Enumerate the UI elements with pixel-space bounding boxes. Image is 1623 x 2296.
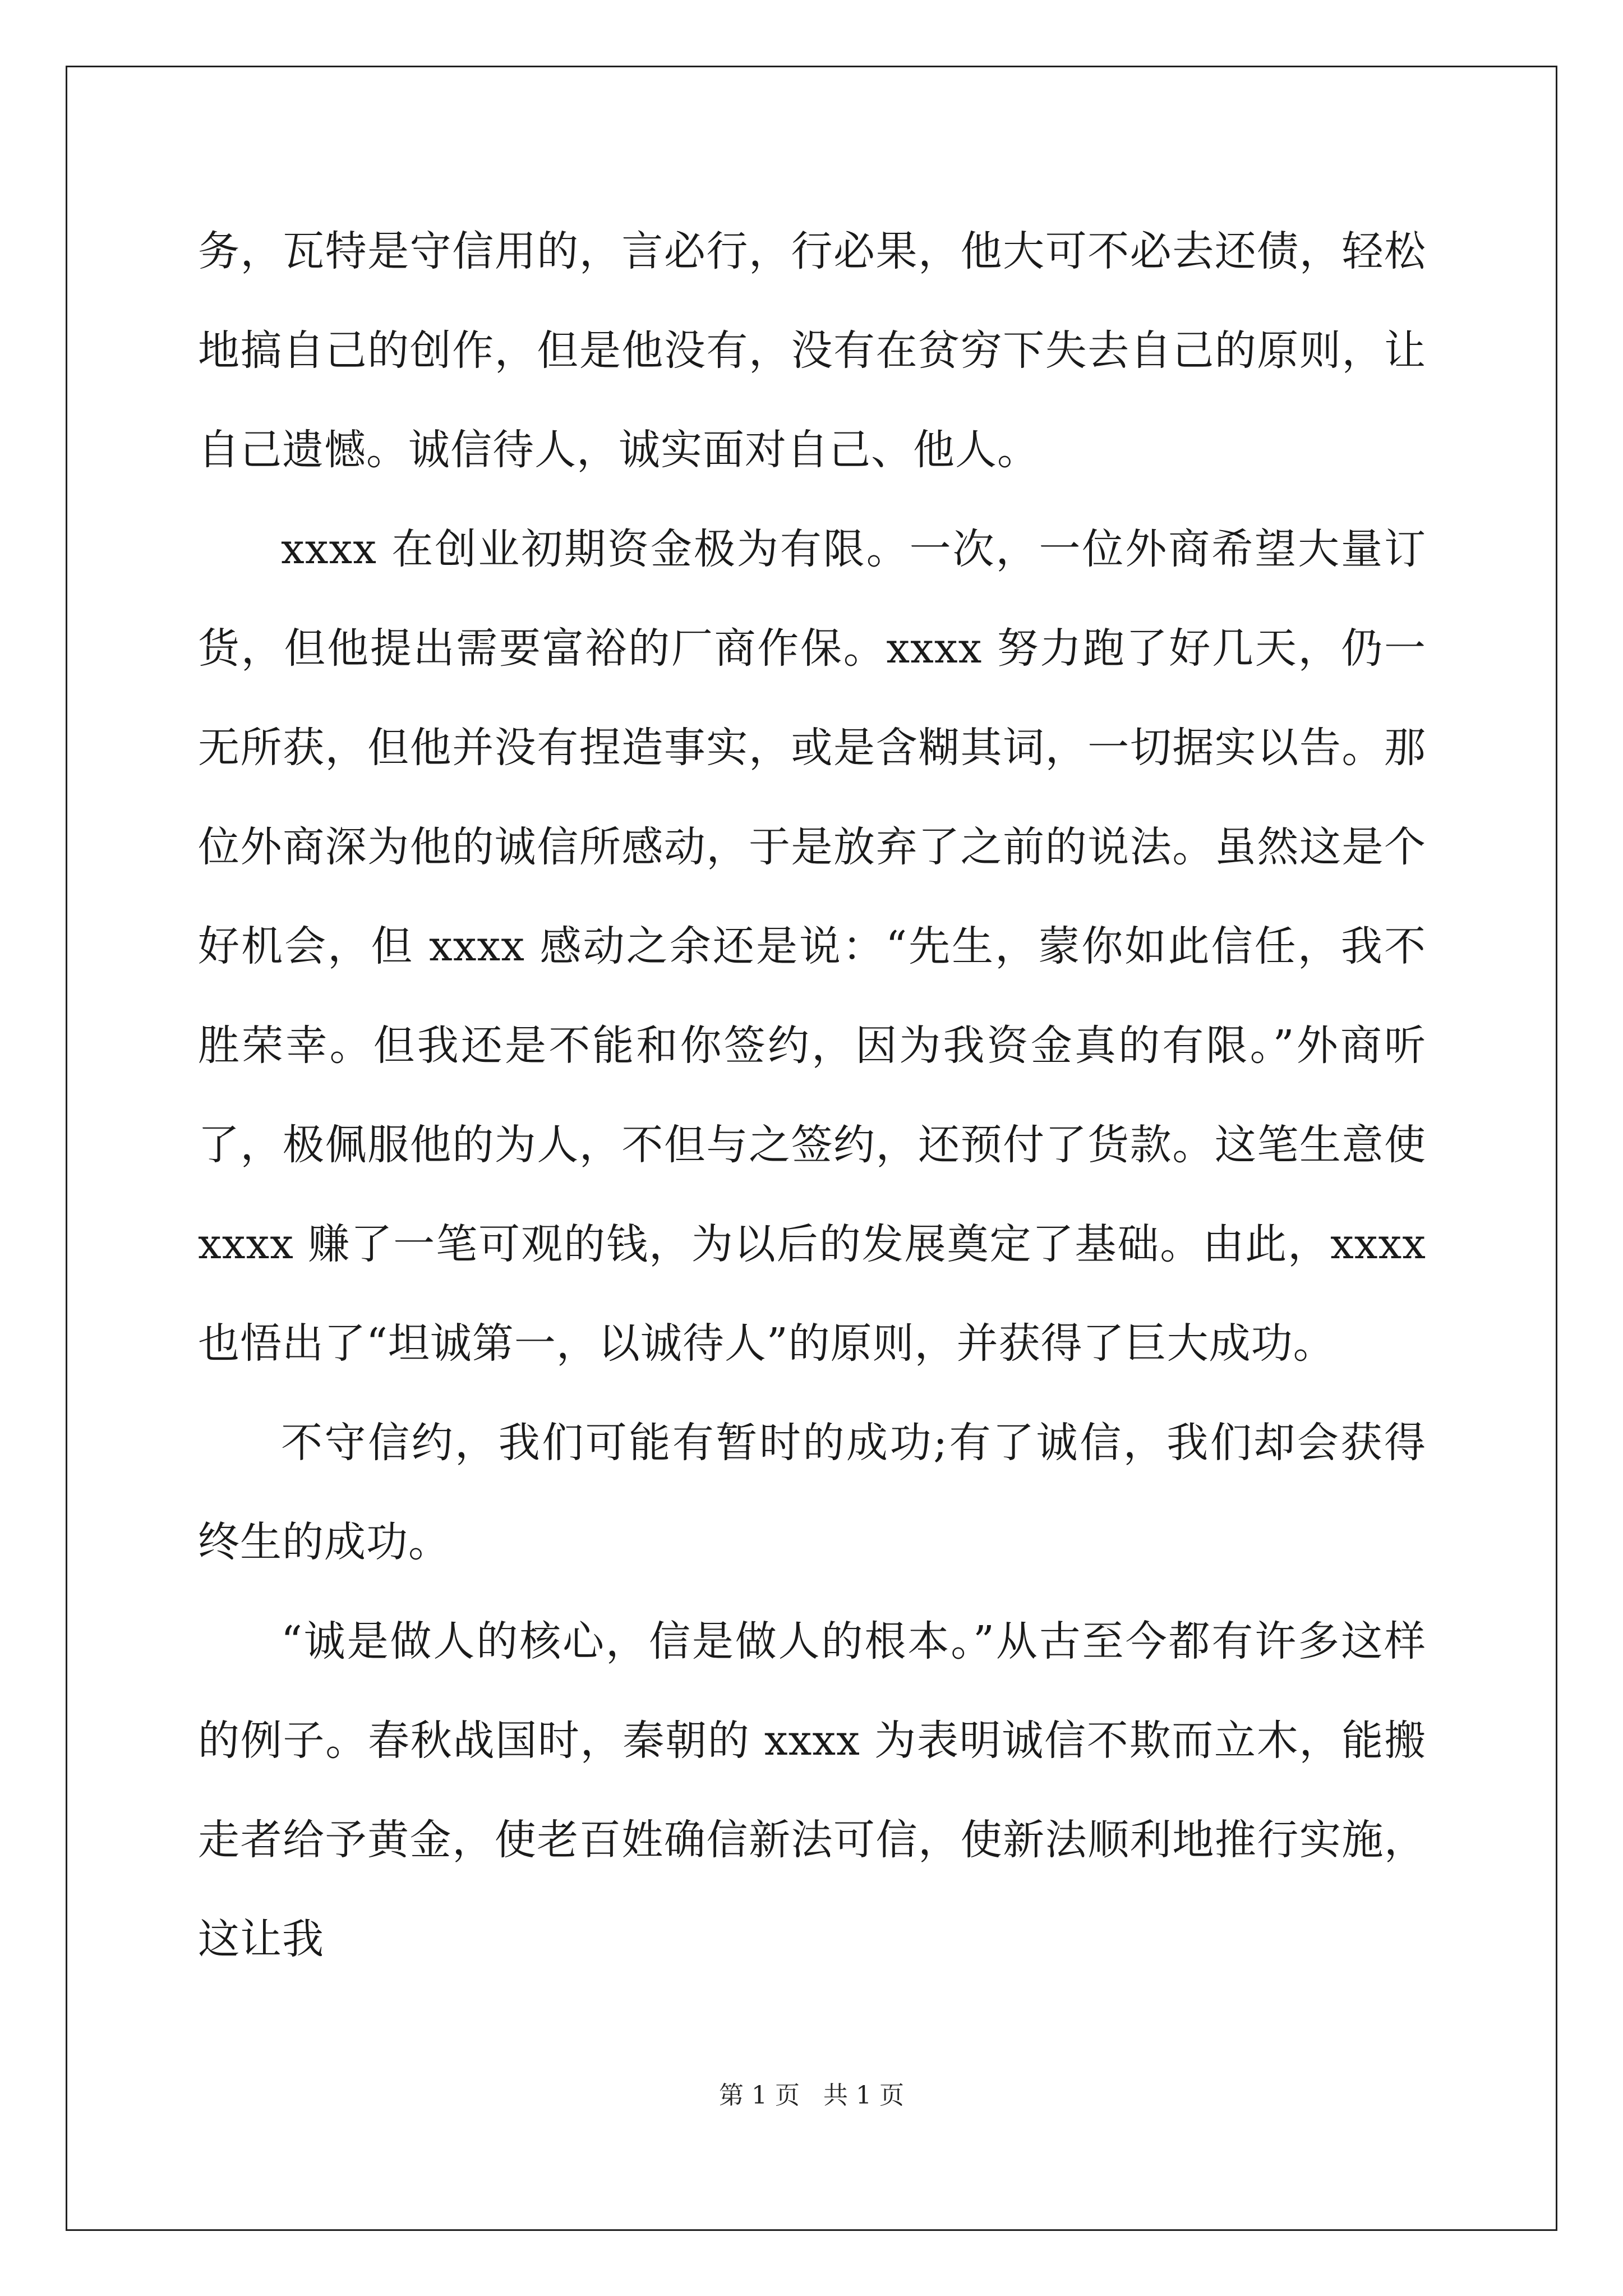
page-footer [0, 2079, 1623, 2113]
paragraph-3: 不守信约，我们可能有暂时的成功;有了诚信，我们却会获得终生的成功。 [198, 1419, 1426, 1566]
paragraph-4: “诚是做人的核心，信是做人的根本。”从古至今都有许多这样的例子。春秋战国时，秦朝的 xxxx 为表明诚信不欺而立木，能搬走者给予黄金，使老百姓确信新法可信，使新法顺利地推行实施，这让我 [198, 1617, 1426, 1963]
page-total: 共 1 页 [823, 2081, 904, 2110]
paragraph-2: xxxx 在创业初期资金极为有限。一次，一位外商希望大量订货，但他提出需要富裕的厂商作保。xxxx 努力跑了好几天，仍一无所获，但他并没有捏造事实，或是含糊其词，一切据实以告。那位外商深为他的诚信所感动，于是放弃了之前的说法。虽然这是个好机会，但 xxxx 感动之余还是说：“先生，蒙你如此信任，我不胜荣幸。但我还是不能和你签约，因为我资金真的有限。”外商听了，极佩服他的为人，不但与之签约，还预付了货款。这笔生意使 xxxx 赚了一笔可观的钱，为以后的发展奠定了基础。由此，xxxx 也悟出了“坦诚第一，以诚待人”的原则，并获得了巨大成功。 [198, 525, 1426, 1368]
page-number: 第 1 页 [719, 2081, 800, 2110]
paragraph-1: 务，瓦特是守信用的，言必行，行必果，他大可不必去还债，轻松地搞自己的创作，但是他没有，没有在贫穷下失去自己的原则，让自己遗憾。诚信待人，诚实面对自己、他人。 [198, 227, 1426, 474]
document-body [198, 202, 1426, 1989]
